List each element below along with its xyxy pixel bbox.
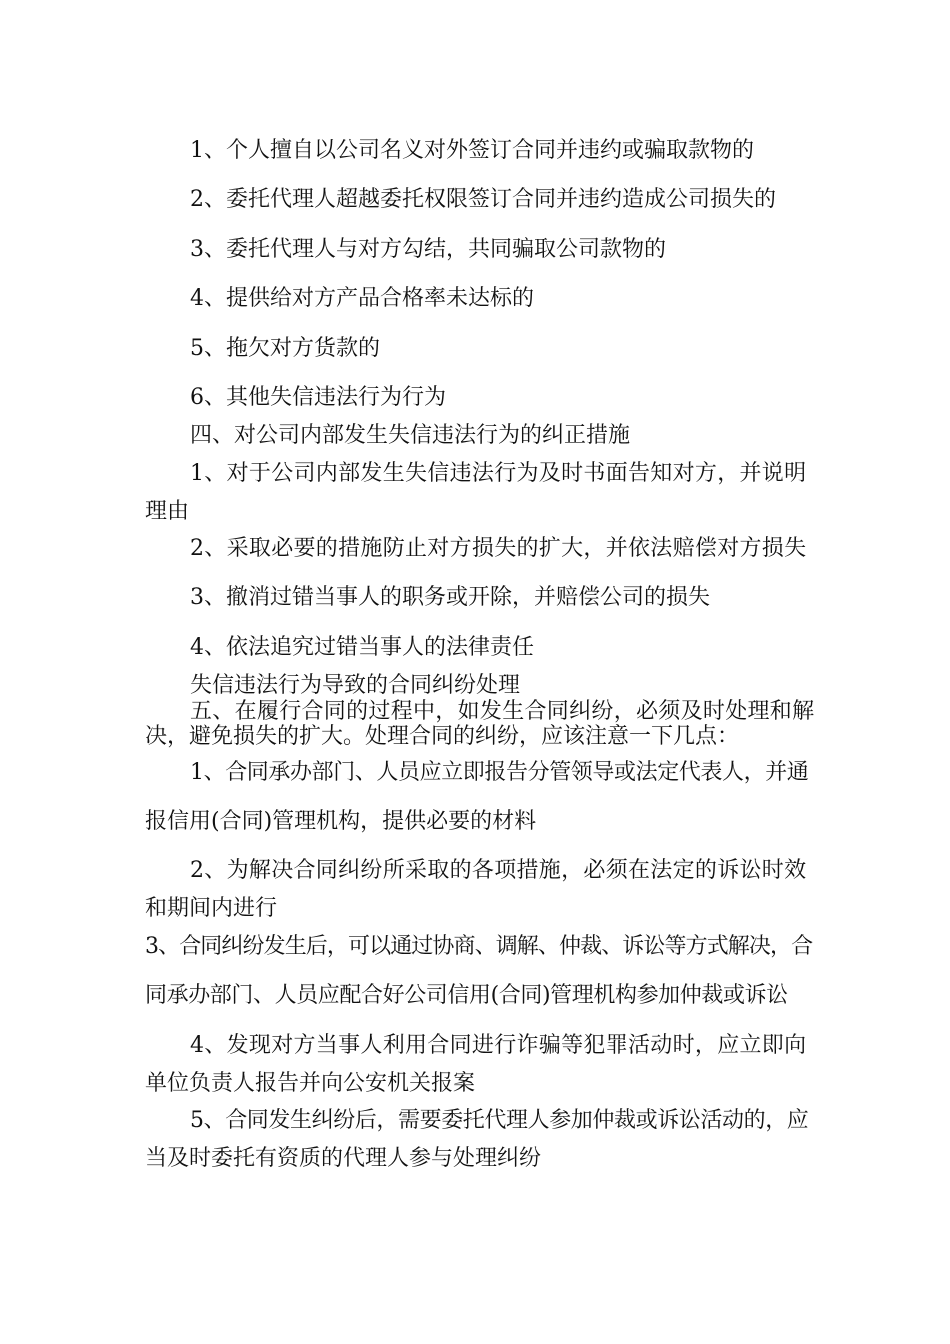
text-line: 1、对于公司内部发生失信违法行为及时书面告知对方，并说明 (190, 461, 807, 486)
text-line: 2、采取必要的措施防止对方损失的扩大，并依法赔偿对方损失 (190, 536, 807, 561)
text-line: 决，避免损失的扩大。处理合同的纠纷，应该注意一下几点： (145, 724, 740, 749)
text-line: 3、委托代理人与对方勾结，共同骗取公司款物的 (190, 237, 666, 262)
text-line: 4、依法追究过错当事人的法律责任 (190, 635, 534, 660)
text-line: 2、委托代理人超越委托权限签订合同并违约造成公司损失的 (190, 187, 776, 212)
section-heading: 四、对公司内部发生失信违法行为的纠正措施 (190, 423, 631, 448)
text-line: 2、为解决合同纠纷所采取的各项措施，必须在法定的诉讼时效 (190, 858, 807, 883)
text-line: 4、提供给对方产品合格率未达标的 (190, 286, 534, 311)
text-line: 报信用(合同)管理机构，提供必要的材料 (145, 809, 537, 834)
text-line: 5、合同发生纠纷后，需要委托代理人参加仲裁或诉讼活动的，应 (190, 1108, 809, 1133)
text-line: 同承办部门、人员应配合好公司信用(合同)管理机构参加仲裁或诉讼 (145, 983, 788, 1008)
section-heading: 五、在履行合同的过程中，如发生合同纠纷，必须及时处理和解 (190, 699, 815, 724)
text-line: 理由 (145, 499, 190, 524)
text-line: 4、发现对方当事人利用合同进行诈骗等犯罪活动时，应立即向 (190, 1033, 807, 1058)
text-line: 单位负责人报告并向公安机关报案 (145, 1071, 476, 1096)
text-line: 5、拖欠对方货款的 (190, 336, 380, 361)
text-line: 和期间内进行 (145, 896, 278, 921)
text-line: 3、合同纠纷发生后，可以通过协商、调解、仲裁、诉讼等方式解决，合 (145, 934, 813, 959)
text-line: 6、其他失信违法行为行为 (190, 385, 446, 410)
text-line: 3、撤消过错当事人的职务或开除，并赔偿公司的损失 (190, 585, 710, 610)
text-line: 1、合同承办部门、人员应立即报告分管领导或法定代表人，并通 (190, 760, 809, 785)
text-line: 当及时委托有资质的代理人参与处理纠纷 (145, 1146, 542, 1171)
text-line: 1、个人擅自以公司名义对外签订合同并违约或骗取款物的 (190, 138, 754, 163)
section-heading: 失信违法行为导致的合同纠纷处理 (190, 673, 521, 698)
